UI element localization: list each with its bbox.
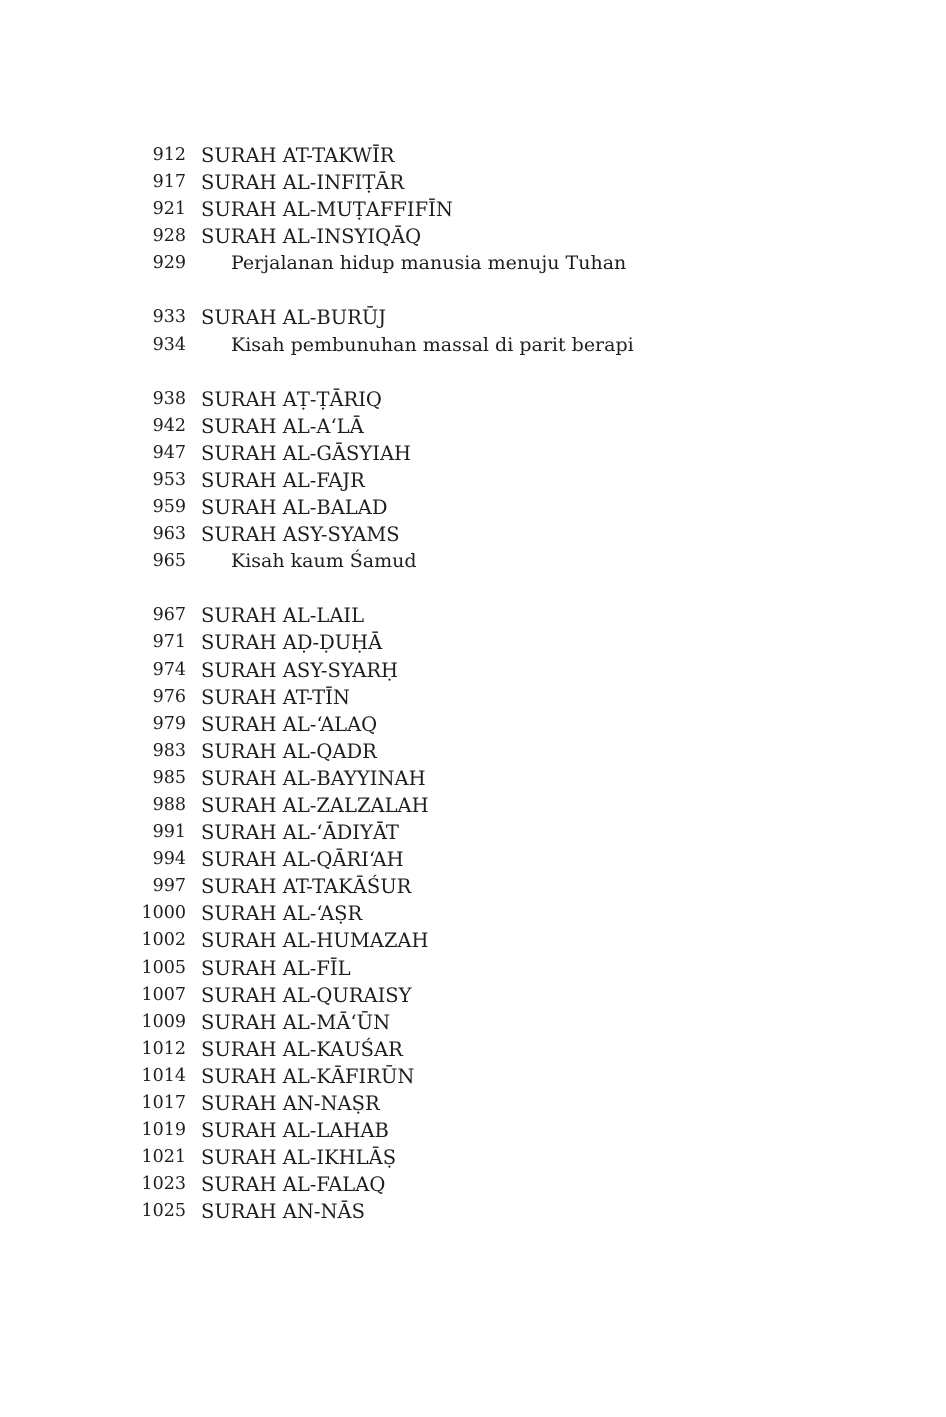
surah-title: SURAH AL-LAHAB xyxy=(201,1119,389,1143)
toc-entry[interactable] xyxy=(0,711,946,738)
toc-entry[interactable] xyxy=(0,223,946,250)
page-number: 1005 xyxy=(141,957,186,978)
surah-title: SURAH AL-INSYIQĀQ xyxy=(201,225,422,249)
toc-entry[interactable] xyxy=(0,467,946,494)
toc-entry[interactable] xyxy=(0,1198,946,1225)
surah-title: SURAH AL-ZALZALAH xyxy=(201,793,429,817)
surah-title: SURAH AT-TAKĀŚUR xyxy=(201,875,412,899)
surah-title: SURAH AL-BURŪJ xyxy=(201,306,387,330)
toc-entry[interactable] xyxy=(0,440,946,467)
surah-title: SURAH ASY-SYAMS xyxy=(201,523,400,547)
page-number: 1009 xyxy=(141,1011,186,1032)
surah-title: SURAH AL-FALAQ xyxy=(201,1173,386,1197)
page-number: 976 xyxy=(152,686,186,707)
surah-title: SURAH AL-MĀʻŪN xyxy=(201,1010,391,1034)
toc-entry[interactable] xyxy=(0,602,946,629)
page-number: 934 xyxy=(152,334,186,355)
toc-entry[interactable] xyxy=(0,738,946,765)
surah-title: SURAH AL-ʻAṢR xyxy=(201,902,363,926)
surah-title: SURAH AL-ʻĀDIYĀT xyxy=(201,821,399,845)
section-gap xyxy=(0,575,946,602)
page-number: 917 xyxy=(152,172,186,193)
toc-entry[interactable] xyxy=(0,792,946,819)
surah-title: SURAH AN-NAṢR xyxy=(201,1092,380,1115)
toc-entry[interactable] xyxy=(0,657,946,684)
toc-entry[interactable] xyxy=(0,900,946,927)
toc-entry[interactable] xyxy=(0,1171,946,1198)
page-number: 1002 xyxy=(141,930,186,951)
toc-entry[interactable] xyxy=(0,386,946,413)
surah-title: SURAH AL-FAJR xyxy=(201,468,365,492)
surah-title: SURAH AL-KAUŚAR xyxy=(201,1037,403,1061)
surah-title: SURAH ASY-SYARḤ xyxy=(201,658,399,682)
surah-title: SURAH AL-QĀRIʻAH xyxy=(201,848,404,872)
page-number: 953 xyxy=(152,469,186,490)
toc-subentry[interactable] xyxy=(0,548,946,575)
page-number: 959 xyxy=(152,497,186,518)
page-number: 979 xyxy=(152,713,186,734)
page-number: 1012 xyxy=(141,1038,186,1059)
page-number: 967 xyxy=(152,605,186,626)
surah-title: SURAH AL-BALAD xyxy=(201,496,388,520)
page-number: 971 xyxy=(152,632,186,653)
surah-title: SURAH AT-TAKWĪR xyxy=(201,144,395,167)
page-number: 1007 xyxy=(141,984,186,1005)
page-number: 965 xyxy=(152,551,186,572)
page-number: 1023 xyxy=(141,1174,186,1195)
toc-subentry[interactable] xyxy=(0,250,946,277)
page-number: 928 xyxy=(152,226,186,247)
toc-entry[interactable] xyxy=(0,1090,946,1117)
surah-title: SURAH AL-QADR xyxy=(201,739,377,763)
toc-entry[interactable] xyxy=(0,1144,946,1171)
section-gap xyxy=(0,359,946,386)
surah-title: SURAH AL-HUMAZAH xyxy=(201,929,429,953)
toc-entry[interactable] xyxy=(0,1009,946,1036)
toc-entry[interactable] xyxy=(0,819,946,846)
surah-title: SURAH AL-LAIL xyxy=(201,604,365,628)
page-number: 963 xyxy=(152,524,186,545)
toc-entry[interactable] xyxy=(0,304,946,331)
toc-subentry[interactable] xyxy=(0,332,946,359)
page-number: 1014 xyxy=(141,1065,186,1086)
page-number: 974 xyxy=(152,659,186,680)
toc-entry[interactable] xyxy=(0,169,946,196)
surah-title: SURAH AL-KĀFIRŪN xyxy=(201,1064,415,1088)
section-gap xyxy=(0,277,946,304)
page-number: 933 xyxy=(152,307,186,328)
toc-entry[interactable] xyxy=(0,196,946,223)
surah-title: SURAH AN-NĀS xyxy=(201,1200,365,1224)
surah-title: SURAH AL-BAYYINAH xyxy=(201,766,426,790)
surah-title: SURAH AL-GĀSYIAH xyxy=(201,441,412,465)
toc-entry[interactable] xyxy=(0,765,946,792)
surah-title: SURAH AṬ-ṬĀRIQ xyxy=(201,387,382,411)
surah-title: SURAH AL-IKHLĀṢ xyxy=(201,1146,397,1170)
page-number: 988 xyxy=(152,794,186,815)
toc-entry[interactable] xyxy=(0,521,946,548)
page-number: 1000 xyxy=(141,903,186,924)
page-number: 985 xyxy=(152,767,186,788)
toc-entry[interactable] xyxy=(0,955,946,982)
toc-entry[interactable] xyxy=(0,629,946,656)
page-number: 983 xyxy=(152,740,186,761)
page-number: 1025 xyxy=(141,1201,186,1222)
surah-title: SURAH AL-AʻLĀ xyxy=(201,414,364,438)
surah-title: SURAH AT-TĪN xyxy=(201,685,350,709)
page-number: 929 xyxy=(152,253,186,274)
toc-entry[interactable] xyxy=(0,684,946,711)
page-number: 912 xyxy=(152,145,186,165)
page-number: 942 xyxy=(152,415,186,436)
page-number: 1017 xyxy=(141,1093,186,1113)
toc-entry[interactable] xyxy=(0,1117,946,1144)
subsection-title: Kisah pembunuhan massal di parit berapi xyxy=(231,333,634,356)
surah-title: SURAH AL-QURAISY xyxy=(201,983,412,1007)
surah-title: SURAH AL-ʻALAQ xyxy=(201,712,378,736)
toc-entry[interactable] xyxy=(0,1036,946,1063)
surah-title: SURAH AL-INFIṬĀR xyxy=(201,171,405,195)
surah-title: SURAH AL-MUṬAFFIFĪN xyxy=(201,198,453,222)
page-number: 921 xyxy=(152,199,186,220)
page-number: 1021 xyxy=(141,1147,186,1168)
surah-title: SURAH AḌ-ḌUḤĀ xyxy=(201,631,383,655)
page-number: 997 xyxy=(152,876,186,897)
toc-entry[interactable] xyxy=(0,413,946,440)
toc-entry[interactable] xyxy=(0,846,946,873)
surah-title: SURAH AL-FĪL xyxy=(201,956,351,980)
toc-entry[interactable] xyxy=(0,142,946,169)
page-number: 938 xyxy=(152,388,186,409)
subsection-title: Kisah kaum Śamud xyxy=(231,550,417,573)
toc-entry[interactable] xyxy=(0,927,946,954)
page-number: 947 xyxy=(152,442,186,463)
toc-entry[interactable] xyxy=(0,873,946,900)
toc-entry[interactable] xyxy=(0,982,946,1009)
page-number: 1019 xyxy=(141,1120,186,1141)
subsection-title: Perjalanan hidup manusia menuju Tuhan xyxy=(231,252,627,275)
page-number: 991 xyxy=(152,822,186,843)
page-number: 994 xyxy=(152,849,186,870)
toc-entry[interactable] xyxy=(0,1063,946,1090)
toc-entry[interactable] xyxy=(0,494,946,521)
table-of-contents xyxy=(0,142,946,1225)
